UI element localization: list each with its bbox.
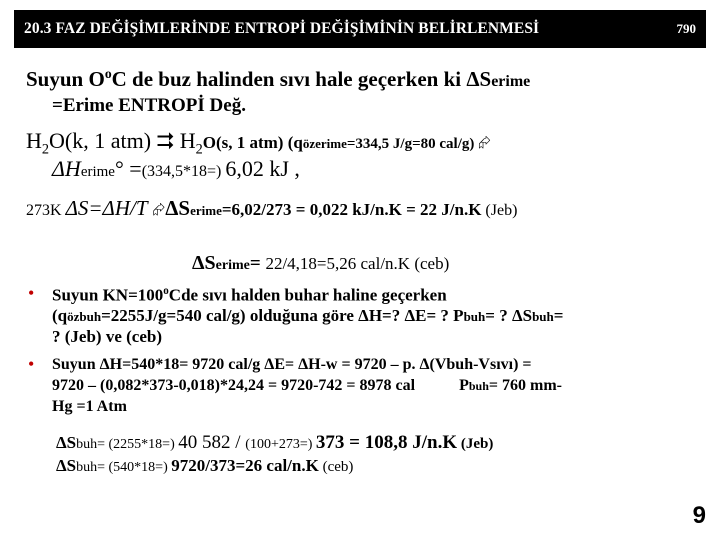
bullet1-line2: (qözbuh=2255J/g=540 cal/g) olduğuna göre ΔH=? ΔE= ? Pbuh= ? ΔSbuh= bbox=[52, 306, 564, 325]
bullet-icon: • bbox=[28, 354, 35, 374]
melting-enthalpy: ΔHerime° =(334,5*18=) 6,02 kJ , bbox=[52, 156, 300, 181]
bullet2-line2: 9720 – (0,082*373-0,018)*24,24 = 9720-742 = 8978 cal Pbuh= 760 mm- bbox=[52, 377, 563, 394]
melting-entropy-intro: Suyun $O^oC$ de buz halinden sıvı hale geçerken ki ΔSerime bbox=[26, 66, 531, 91]
melting-equation: $H_2O(k$, 1 atm) ⮆ $H_2O(s$, 1 atm) (qözerime=334,5 J/g=80 cal/g) ⮳ bbox=[26, 128, 491, 158]
page-number: 9 bbox=[692, 502, 706, 529]
bullet-icon: • bbox=[28, 283, 35, 303]
vaporization-entropy-cal: ΔSbuh= (540*18=) 9720/373=26 cal/n.K (ceb) bbox=[56, 456, 354, 475]
bullet2-line1: Suyun ΔH=540*18= 9720 cal/g ΔE= ΔH-w = 9720 – p. Δ(Vbuh-Vsıvı) = bbox=[52, 356, 532, 373]
bullet1-line1: Suyun $KN=100^oCde$ sıvı halden buhar haline geçerken bbox=[52, 285, 447, 305]
melting-entropy-label: =Erime ENTROPİ Değ. bbox=[52, 95, 246, 116]
slide-header bbox=[14, 10, 706, 48]
bullet2-line3: Hg =1 Atm bbox=[52, 398, 127, 415]
header-slide-code: 790 bbox=[676, 21, 696, 36]
implies-arrow-icon: ⮳ bbox=[478, 135, 491, 152]
melting-entropy-cal: ΔSerime= 22/4,18=5,26 cal/n.K (ceb) bbox=[192, 252, 450, 274]
reaction-arrow-icon: ⮆ bbox=[156, 128, 175, 153]
implies-arrow-icon: ⮳ bbox=[152, 202, 166, 219]
vaporization-entropy-joule: ΔSbuh= (2255*18=) 40 582 / (100+273=) 373 = 108,8 J/n.K (Jeb) bbox=[56, 432, 494, 453]
header-title: 20.3 FAZ DEĞİŞİMLERİNDE ENTROPİ DEĞİŞİMİNİN BELİRLENMESİ bbox=[24, 20, 540, 37]
melting-entropy-calc: 273K ΔS=ΔH/T ⮳ΔSerime=6,02/273 = 0,022 kJ/n.K = 22 J/n.K (Jeb) bbox=[26, 196, 518, 220]
bullet1-line3: ? (Jeb) ve (ceb) bbox=[52, 327, 162, 346]
